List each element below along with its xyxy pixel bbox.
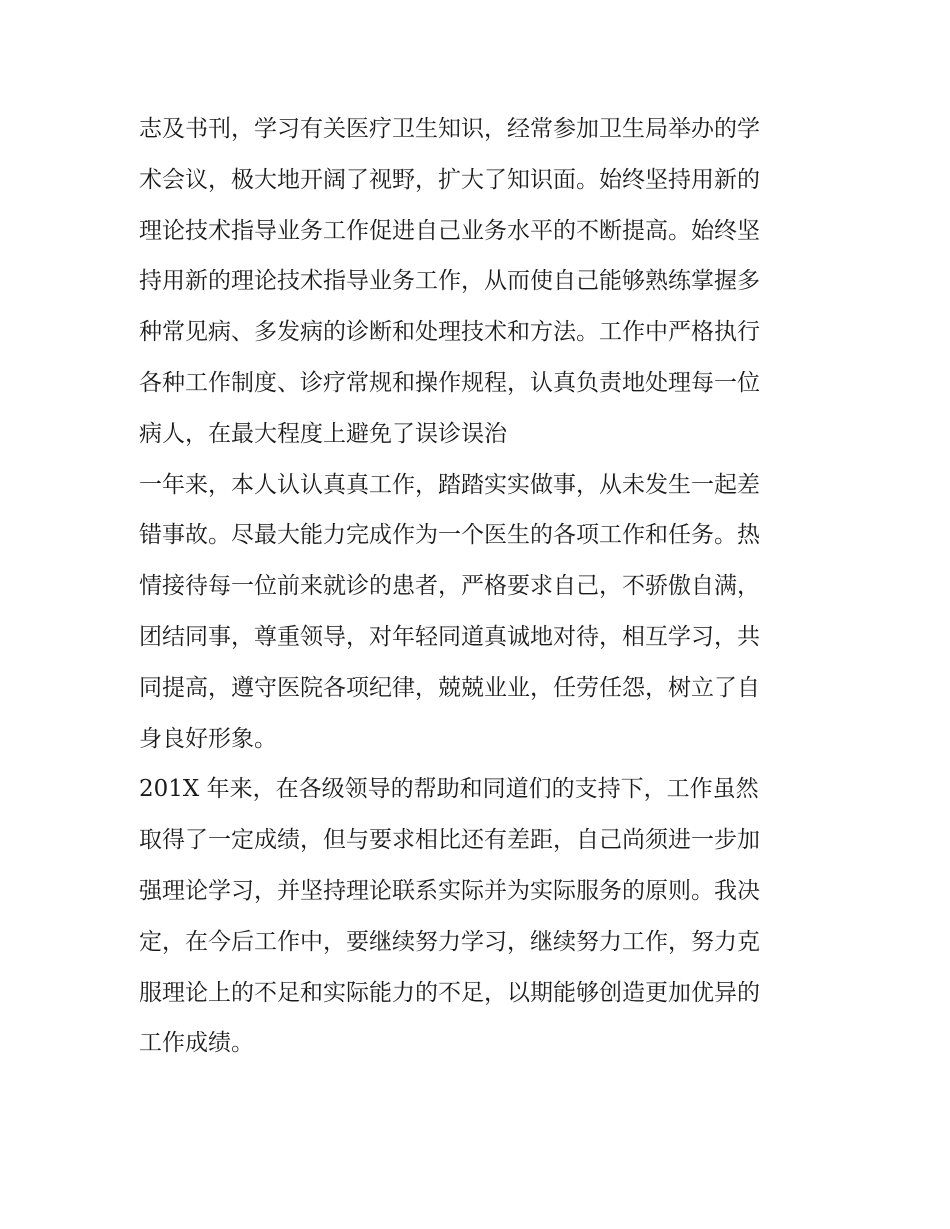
text-line: 情接待每一位前来就诊的患者，严格要求自己，不骄傲自满， xyxy=(139,573,760,600)
text-line: 一年来，本人认认真真工作，踏踏实实做事，从未发生一起差 xyxy=(139,471,760,498)
text-line: 服理论上的不足和实际能力的不足，以期能够创造更加优异的 xyxy=(139,979,760,1006)
text-line: 身良好形象。 xyxy=(139,725,277,752)
text-line: 定，在今后工作中，要继续努力学习，继续努力工作，努力克 xyxy=(139,928,760,955)
text-line: 工作成绩。 xyxy=(139,1030,254,1057)
text-line: 术会议，极大地开阔了视野，扩大了知识面。始终坚持用新的 xyxy=(139,166,760,193)
text-line: 取得了一定成绩，但与要求相比还有差距，自己尚须进一步加 xyxy=(139,827,760,854)
text-line: 同提高，遵守医院各项纪律，兢兢业业，任劳任怨，树立了自 xyxy=(139,674,760,701)
text-line: 志及书刊，学习有关医疗卫生知识，经常参加卫生局举办的学 xyxy=(139,116,760,142)
text-line: 强理论学习，并坚持理论联系实际并为实际服务的原则。我决 xyxy=(139,877,760,904)
document-body xyxy=(139,104,819,1069)
text-line: 错事故。尽最大能力完成作为一个医生的各项工作和任务。热 xyxy=(139,522,760,549)
text-line: 病人，在最大程度上避免了误诊误治 xyxy=(139,420,507,447)
text-line: 201X 年来，在各级领导的帮助和同道们的支持下，工作虽然 xyxy=(139,776,759,803)
text-line: 种常见病、多发病的诊断和处理技术和方法。工作中严格执行 xyxy=(139,319,760,346)
text-line: 持用新的理论技术指导业务工作，从而使自己能够熟练掌握多 xyxy=(139,268,760,295)
text-line: 团结同事，尊重领导，对年轻同道真诚地对待，相互学习，共 xyxy=(139,623,760,650)
text-line: 各种工作制度、诊疗常规和操作规程，认真负责地处理每一位 xyxy=(139,369,760,396)
text-line: 理论技术指导业务工作促进自己业务水平的不断提高。始终坚 xyxy=(139,217,760,244)
